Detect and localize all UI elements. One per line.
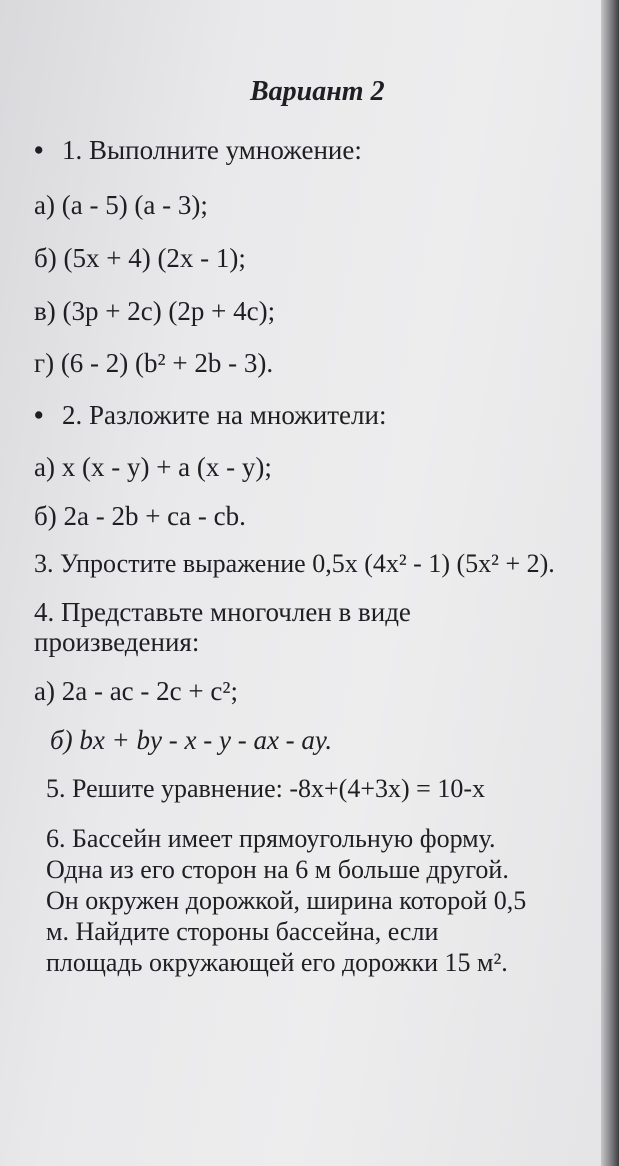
bullet-icon: • xyxy=(34,135,44,165)
task4-heading-line1: 4. Представьте многочлен в виде xyxy=(34,597,411,627)
task6-line-5: площадь окружающей его дорожки 15 м². xyxy=(46,948,508,977)
task6-line-3: Он окружен дорожкой, ширина которой 0,5 xyxy=(46,886,527,915)
task1-item-b: б) (5x + 4) (2x - 1); xyxy=(34,243,246,273)
task4-item-a: а) 2a - ac - 2c + c²; xyxy=(34,676,238,706)
task1-item-a: а) (a - 5) (a - 3); xyxy=(34,190,208,220)
task6-line-4: м. Найдите стороны бассейна, если xyxy=(46,917,439,946)
task1-item-d: г) (6 - 2) (b² + 2b - 3). xyxy=(34,348,274,378)
page-title: Вариант 2 xyxy=(250,76,385,107)
task3-text: 3. Упростите выражение 0,5x (4x² - 1) (5x² + 2). xyxy=(34,549,555,578)
task2-heading: 2. Разложите на множители: xyxy=(62,400,387,430)
task4-item-b: б) bx + by - x - y - ax - ay. xyxy=(50,725,333,755)
task6-line-1: 6. Бассейн имеет прямоугольную форму. xyxy=(46,824,496,853)
bullet-icon: • xyxy=(34,400,44,430)
monitor-bezel xyxy=(601,0,619,1166)
task4-heading-line2: произведения: xyxy=(34,627,200,657)
task1-heading-line xyxy=(34,135,362,165)
task2-item-b: б) 2a - 2b + ca - cb. xyxy=(34,501,246,531)
task2-heading-line xyxy=(34,400,386,430)
task2-item-a: а) x (x - y) + a (x - y); xyxy=(34,452,272,482)
task5-text: 5. Решите уравнение: -8x+(4+3x) = 10-x xyxy=(46,774,485,803)
task1-item-c: в) (3p + 2c) (2p + 4c); xyxy=(34,296,276,326)
task6-line-2: Одна из его сторон на 6 м больше другой. xyxy=(46,855,509,884)
task1-heading: 1. Выполните умножение: xyxy=(62,135,362,165)
